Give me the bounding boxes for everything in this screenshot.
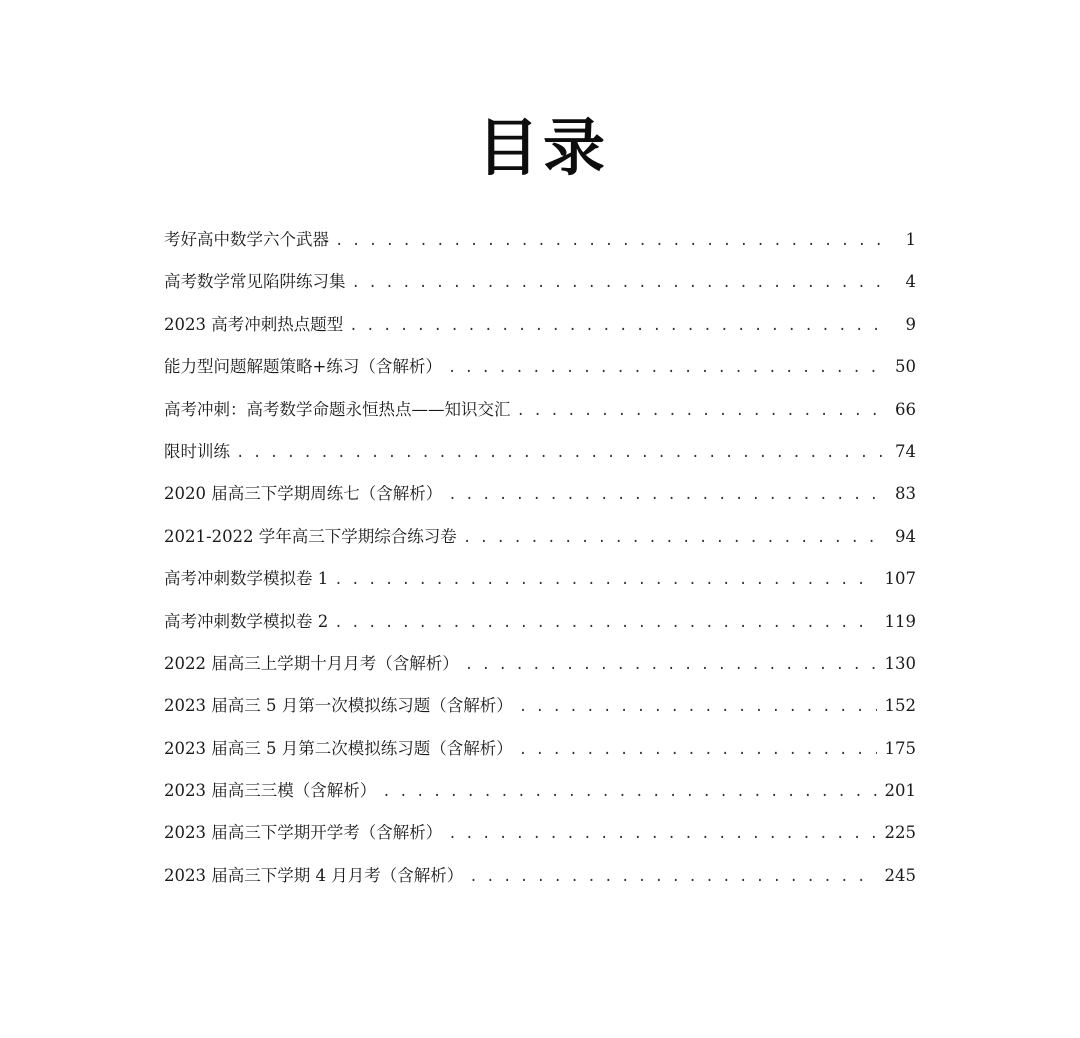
- dot-leader: [448, 347, 886, 389]
- toc-entry-page: 9: [905, 314, 916, 334]
- toc-entry-title: 2023 届高三下学期 4 月月考（含解析）: [164, 865, 464, 885]
- toc-entry[interactable]: [164, 558, 916, 600]
- toc-entry-title: 高考冲刺数学模拟卷 2: [164, 611, 329, 631]
- dot-leader: [519, 686, 877, 728]
- dot-leader: [349, 305, 886, 347]
- toc-entry[interactable]: [164, 601, 916, 643]
- toc-entry-page: 152: [884, 696, 916, 716]
- toc-entry[interactable]: [164, 219, 916, 261]
- toc-entry-page: 83: [895, 484, 916, 504]
- toc-entry[interactable]: [164, 728, 916, 770]
- toc-entry-title: 能力型问题解题策略+练习（含解析）: [164, 357, 442, 377]
- toc-entry-title: 2020 届高三下学期周练七（含解析）: [164, 484, 443, 504]
- toc-entry-title: 2023 届高三 5 月第二次模拟练习题（含解析）: [164, 738, 513, 758]
- toc-entry-page: 4: [905, 272, 916, 292]
- toc-entry-page: 74: [895, 441, 916, 461]
- toc-entry-page: 245: [884, 865, 916, 885]
- dot-leader: [463, 517, 886, 559]
- dot-leader: [519, 729, 877, 771]
- dot-leader: [334, 559, 876, 601]
- toc-entry-page: 50: [895, 357, 916, 377]
- toc-entry[interactable]: [164, 346, 916, 388]
- toc-entry[interactable]: [164, 643, 916, 685]
- dot-leader: [352, 262, 887, 304]
- toc-entry[interactable]: [164, 685, 916, 727]
- toc-entry-page: 1: [905, 230, 916, 249]
- toc-entry-title: 考好高中数学六个武器: [164, 230, 329, 249]
- toc-entry[interactable]: [164, 812, 916, 854]
- dot-leader: [469, 856, 876, 898]
- toc-entry-title: 限时训练: [164, 441, 230, 461]
- toc-entry-page: 94: [895, 526, 916, 546]
- toc-entry-page: 225: [884, 823, 916, 843]
- toc-entry-title: 高考数学常见陷阱练习集: [164, 272, 346, 292]
- toc-entry-page: 119: [884, 611, 916, 631]
- toc-entry[interactable]: [164, 770, 916, 812]
- toc-entry-title: 高考冲刺：高考数学命题永恒热点——知识交汇: [164, 399, 511, 419]
- toc-entry-page: 66: [895, 399, 916, 419]
- table-of-contents: [164, 219, 916, 897]
- toc-entry[interactable]: [164, 855, 916, 897]
- dot-leader: [465, 644, 877, 686]
- toc-entry[interactable]: [164, 431, 916, 473]
- toc-entry-title: 2023 届高三三模（含解析）: [164, 781, 377, 801]
- dot-leader: [382, 771, 876, 813]
- toc-entry[interactable]: [164, 473, 916, 515]
- toc-heading: 目录: [476, 111, 609, 184]
- toc-entry-title: 2023 届高三下学期开学考（含解析）: [164, 823, 443, 843]
- toc-entry[interactable]: [164, 261, 916, 303]
- toc-entry-title: 2023 届高三 5 月第一次模拟练习题（含解析）: [164, 696, 513, 716]
- dot-leader: [236, 432, 886, 474]
- toc-entry-page: 107: [884, 569, 916, 589]
- dot-leader: [335, 220, 886, 262]
- toc-entry-page: 175: [884, 738, 916, 758]
- dot-leader: [448, 474, 886, 516]
- dot-leader: [517, 390, 887, 432]
- toc-entry-page: 130: [884, 653, 916, 673]
- toc-entry[interactable]: [164, 389, 916, 431]
- dot-leader: [334, 602, 876, 644]
- toc-entry-title: 2023 高考冲刺热点题型: [164, 314, 344, 334]
- toc-entry-title: 2022 届高三上学期十月月考（含解析）: [164, 653, 459, 673]
- toc-entry-page: 201: [884, 781, 916, 801]
- toc-entry[interactable]: [164, 516, 916, 558]
- toc-entry[interactable]: [164, 304, 916, 346]
- toc-entry-title: 2021-2022 学年高三下学期综合练习卷: [164, 526, 457, 546]
- toc-entry-title: 高考冲刺数学模拟卷 1: [164, 569, 329, 589]
- dot-leader: [448, 813, 876, 855]
